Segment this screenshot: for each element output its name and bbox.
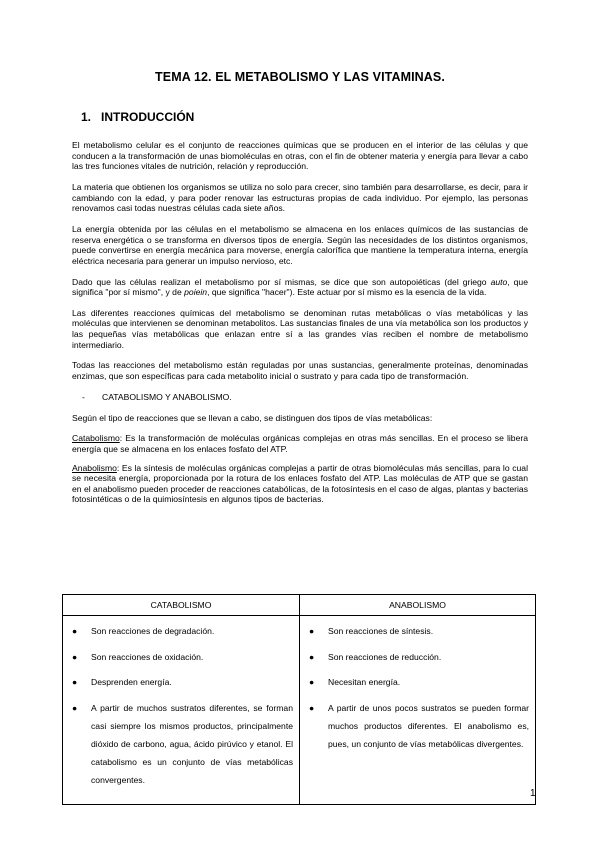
bullet-icon: ● [309,626,315,636]
bullet-icon: ● [72,702,78,713]
section-heading [81,110,194,124]
comparison-table [62,594,536,805]
list-item: ● Son reacciones de oxidación. [67,648,293,666]
paragraph: La materia que obtienen los organismos se utiliza no solo para crecer, sino también para desarrollarse, es decir, para ir cambiando con la edad, y para poder renovar las estructuras propias de cada individuo. Por ejemplo, las personas renovamos casi todas nuestras células cada siete años. [72,181,528,214]
document-title: TEMA 12. EL METABOLISMO Y LAS VITAMINAS. [155,70,445,84]
paragraph: Las diferentes reacciones químicas del metabolismo se denominan rutas metabólicas o vías metabólicas y las moléculas que intervienen se denominan metabolitos. Las sustancias finales de una vía metabólica son los productos y las pequeñas vías metabólicas que enlazan entre sí a las grandes vías reciben el nombre de metabolismo intermediario. [72,307,528,350]
anabolismo-definition: Anabolismo: Es la síntesis de moléculas orgánicas complejas a partir de otras biomoléculas más sencillas, para lo cual se necesita energía, proporcionada por la rotura de los enlaces fosfato del ATP. Las moléculas de ATP que se gastan en el anabolismo pueden proceder de reacciones catabólicas, de la fotosíntesis en el caso de algas, plantas y bacterias fotosintéticas o de la quimiosíntesis en algunos tipos de bacterias. [72,462,528,505]
list-item: ● A partir de unos pocos sustratos se pueden formar muchos productos diferentes. El anabolismo es, pues, un conjunto de vías metabólicas divergentes. [304,699,529,753]
paragraph: La energía obtenida por las células en el metabolismo se almacena en los enlaces químicos de las sustancias de reserva energética o se transforma en diversos tipos de energía. Según las necesidades de los distintos organismos, puede convertirse en energía mecánica para moverse, energía calorífica que mantiene la temperatura interna, energía eléctrica necesaria para generar un impulso nervioso, etc. [72,223,528,266]
term-auto: auto [490,276,508,287]
term-poiein: poiein [184,287,208,298]
term-catabolismo: Catabolismo [72,433,120,444]
table-row [63,616,536,805]
catabolismo-cell [63,616,300,805]
section-number: 1. [81,110,92,124]
paragraph: Todas las reacciones del metabolismo están reguladas por unas sustancias, generalmente proteínas, denominadas enzimas, que son específicas para cada metabolito inicial o sustrato y para cada tipo de transformación. [72,360,528,382]
term-anabolismo: Anabolismo [72,462,117,473]
list-item: ● Desprenden energía. [67,673,293,691]
section-title: INTRODUCCIÓN [101,110,195,124]
list-item: ● Son reacciones de degradación. [67,622,293,640]
subheading [72,392,528,403]
bullet-icon: ● [72,651,78,662]
bullet-icon: ● [72,677,78,687]
table-header-row [63,595,536,616]
paragraph: El metabolismo celular es el conjunto de reacciones químicas que se producen en el interior de las células y que conducen a la transformación de unas biomoléculas en otras, con el fin de obtener materia y energía para llevar a cabo las tres funciones vitales de nutrición, relación y reproducción. [72,140,528,172]
page-number: 1 [530,788,536,799]
bullet-icon: ● [72,626,78,636]
dash-bullet: - [82,391,85,402]
list-item: ● A partir de muchos sustratos diferentes, se forman casi siempre los mismos productos, principalmente dióxido de carbono, agua, ácido pirúvico y etanol. El catabolismo es un conjunto de vías metabólicas convergentes. [67,699,293,789]
list-item: ● Son reacciones de reducción. [304,648,529,666]
body-text [72,140,528,515]
subheading-text: CATABOLISMO Y ANABOLISMO. [102,391,232,402]
header-catabolismo: CATABOLISMO [63,595,300,616]
paragraph: Según el tipo de reacciones que se llevan a cabo, se distinguen dos tipos de vías metabólicas: [72,412,433,423]
list-item: ● Necesitan energía. [304,673,529,691]
bullet-icon: ● [309,651,315,662]
catabolismo-definition: Catabolismo: Es la transformación de moléculas orgánicas complejas en otras más sencillas. En el proceso se libera energía que se almacena en los enlaces fosfato del ATP. [72,433,528,454]
bullet-icon: ● [309,677,315,687]
anabolismo-cell [300,616,536,805]
list-item: ● Son reacciones de síntesis. [304,622,529,640]
header-anabolismo: ANABOLISMO [300,595,536,616]
bullet-icon: ● [309,702,315,713]
paragraph-autopoietic: Dado que las células realizan el metabolismo por sí mismas, se dice que son autopoiéticas (del griego auto, que significa "por sí mismo", y de poiein, que significa "hacer"). Este actuar por sí mismo es la esencia de la vida. [72,276,528,298]
